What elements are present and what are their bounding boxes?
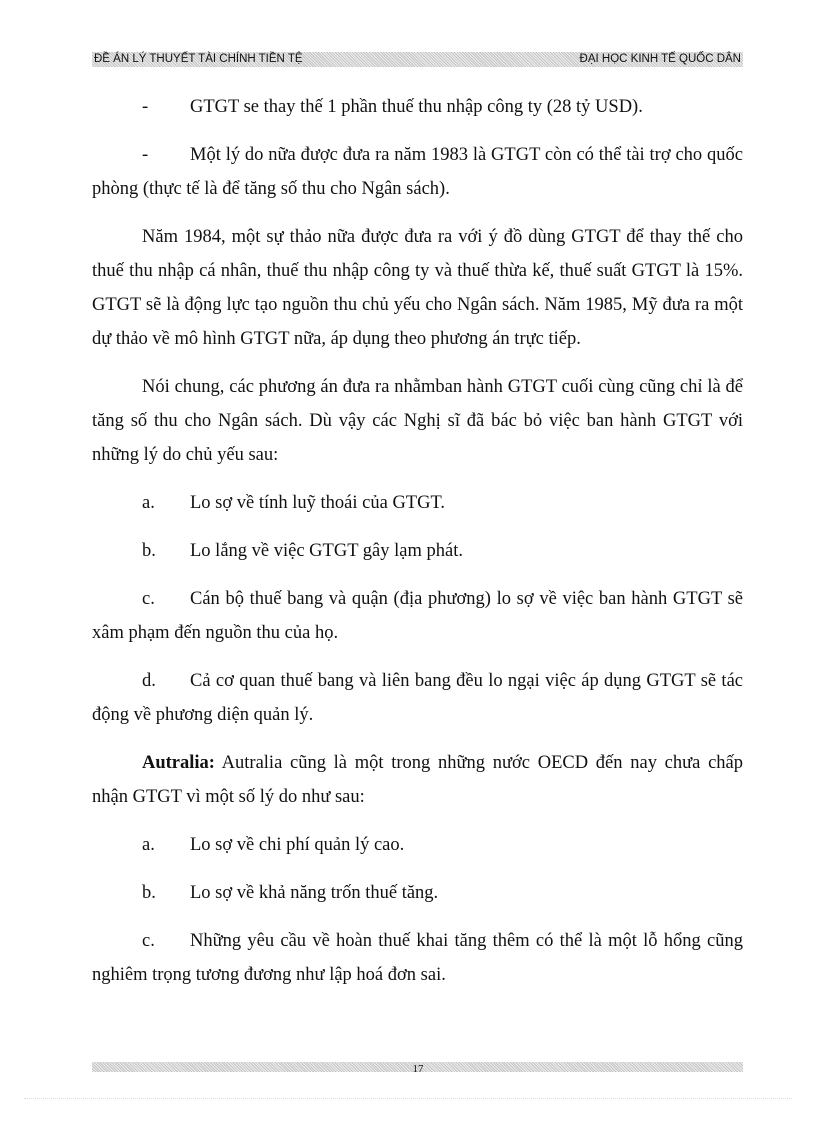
bullet-text: GTGT se thay thế 1 phần thuế thu nhập công ty (28 tỷ USD). (190, 97, 643, 117)
list-marker: b. (142, 883, 156, 903)
header-university: ĐẠI HỌC KINH TẾ QUỐC DÂN (579, 53, 741, 65)
list-marker: d. (142, 671, 156, 691)
list-item (92, 876, 743, 910)
list-text: Những yêu cầu về hoàn thuế khai tăng thêm có thể là một lỗ hổng cũng nghiêm trọng tương đương như lập hoá đơn sai. (92, 931, 743, 985)
paragraph-text: Autralia cũng là một trong những nước OECD đến nay chưa chấp nhận GTGT vì một số lý do như sau: (92, 753, 743, 807)
list-item (92, 924, 743, 992)
country-label: Autralia: (142, 753, 215, 773)
page-header (92, 52, 743, 67)
list-text: Lo sợ về chi phí quản lý cao. (190, 835, 405, 855)
list-text: Cán bộ thuế bang và quận (địa phương) lo sợ về việc ban hành GTGT sẽ xâm phạm đến nguồn thu của họ. (92, 589, 743, 643)
paragraph (92, 746, 743, 814)
bullet-marker: - (142, 145, 149, 165)
list-item (92, 664, 743, 732)
list-item (92, 828, 743, 862)
list-marker: c. (142, 931, 155, 951)
document-body (92, 90, 743, 1006)
paragraph: Năm 1984, một sự thảo nữa được đưa ra với ý đồ dùng GTGT để thay thế cho thuế thu nhập cá nhân, thuế thu nhập công ty và thuế thừa kế, thuế suất GTGT là 15%. GTGT sẽ là động lực tạo nguồn thu chủ yếu cho Ngân sách. Năm 1985, Mỹ đưa ra một dự thảo về mô hình GTGT nữa, áp dụng theo phương án trực tiếp. (92, 227, 743, 349)
list-item (92, 582, 743, 650)
bullet-item (92, 138, 743, 206)
list-marker: c. (142, 589, 155, 609)
bullet-item (92, 90, 743, 124)
list-item (92, 534, 743, 568)
page-number: 17 (412, 1063, 424, 1075)
list-marker: b. (142, 541, 156, 561)
list-marker: a. (142, 835, 155, 855)
list-text: Lo sợ về tính luỹ thoái của GTGT. (190, 493, 446, 513)
page-edge-divider (24, 1098, 792, 1099)
list-marker: a. (142, 493, 155, 513)
list-text: Lo lắng về việc GTGT gây lạm phát. (190, 541, 463, 561)
list-text: Lo sợ về khả năng trốn thuế tăng. (190, 883, 439, 903)
header-document-title: ĐỀ ÁN LÝ THUYẾT TÀI CHÍNH TIỀN TỆ (94, 53, 303, 65)
list-item (92, 486, 743, 520)
list-text: Cả cơ quan thuế bang và liên bang đều lo ngại việc áp dụng GTGT sẽ tác động về phương diện quản lý. (92, 671, 743, 725)
paragraph: Nói chung, các phương án đưa ra nhằmban hành GTGT cuối cùng cũng chỉ là để tăng số thu cho Ngân sách. Dù vậy các Nghị sĩ đã bác bỏ việc ban hành GTGT với những lý do chủ yếu sau: (92, 377, 743, 465)
bullet-marker: - (142, 97, 149, 117)
bullet-text: Một lý do nữa được đưa ra năm 1983 là GTGT còn có thể tài trợ cho quốc phòng (thực tế là để tăng số thu cho Ngân sách). (92, 145, 743, 199)
